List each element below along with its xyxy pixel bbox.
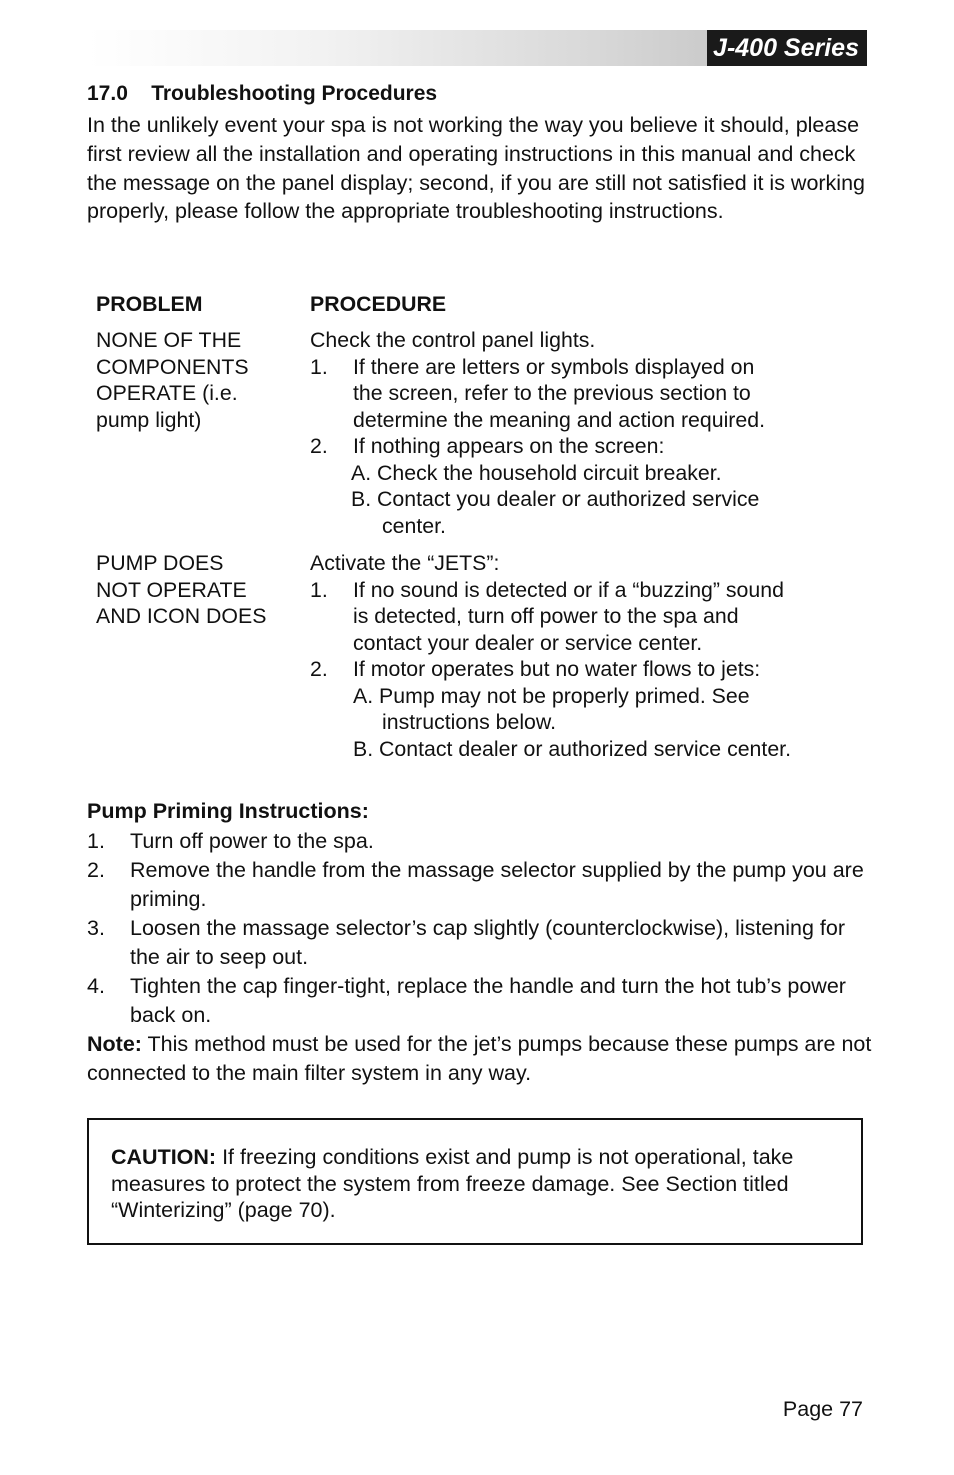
- page-number: Page 77: [782, 1397, 863, 1421]
- substep-line: B. Contact dealer or authorized service center.: [353, 736, 792, 761]
- section-number: 17.0: [87, 82, 128, 105]
- step-number: 1.: [310, 577, 328, 602]
- problem-cell: [96, 327, 249, 433]
- problem-line: NOT OPERATE: [96, 577, 247, 602]
- step-line: the screen, refer to the previous section to: [353, 381, 751, 405]
- section-heading: [87, 82, 437, 106]
- step-number: 4.: [87, 974, 105, 998]
- step-number: 1.: [310, 354, 328, 379]
- problem-cell: [96, 550, 266, 630]
- substep-line: instructions below.: [382, 710, 557, 734]
- step-text: Tighten the cap finger-tight, replace the handle and turn the hot tub’s power back on.: [130, 974, 846, 1027]
- procedure-cell: [310, 550, 870, 770]
- problem-line: NONE OF THE: [96, 328, 242, 352]
- procedure-intro: Activate the “JETS”:: [310, 551, 500, 575]
- header-bar: [88, 30, 867, 66]
- step-number: 2.: [310, 434, 328, 458]
- list-item: [87, 972, 877, 1030]
- problem-line: pump light): [96, 407, 202, 432]
- list-item: [87, 914, 877, 972]
- substep-line: B. Contact you dealer or authorized service: [351, 487, 760, 511]
- step-text: Loosen the massage selector’s cap slightly (counterclockwise), listening for the air to seep out.: [130, 916, 846, 969]
- priming-title: Pump Priming Instructions:: [87, 799, 369, 823]
- caution-box: [87, 1118, 863, 1245]
- step-text: Remove the handle from the massage selector supplied by the pump you are priming.: [130, 858, 864, 911]
- priming-note: [87, 1030, 877, 1088]
- series-label: J-400 Series: [707, 30, 867, 66]
- problem-line: COMPONENTS: [96, 354, 249, 379]
- step-line: determine the meaning and action required.: [353, 407, 766, 432]
- step-line: is detected, turn off power to the spa and: [353, 604, 739, 628]
- step-text: Turn off power to the spa.: [130, 829, 374, 853]
- procedure-intro: Check the control panel lights.: [310, 328, 596, 352]
- step-number: 2.: [310, 657, 328, 681]
- step-line: If nothing appears on the screen:: [353, 434, 665, 458]
- col-header-problem: PROBLEM: [96, 292, 203, 316]
- substep-line: A. Check the household circuit breaker.: [351, 460, 722, 485]
- caution-text: If freezing conditions exist and pump is not operational, take measures to protect the system from freeze damage. See Section titled “Winterizing” (page 70).: [111, 1145, 794, 1222]
- col-header-procedure: PROCEDURE: [310, 292, 447, 316]
- caution-text-block: [111, 1144, 841, 1224]
- step-line: contact your dealer or service center.: [353, 630, 703, 655]
- list-item: [87, 856, 877, 914]
- section-intro: In the unlikely event your spa is not working the way you believe it should, please first review all the installation and operating instructions in this manual and check the message on the panel display; second, if you are still not satisfied it is working properly, please follow the appropriate troubleshooting instructions.: [87, 113, 865, 224]
- step-line: If there are letters or symbols displayed on: [353, 354, 755, 379]
- caution-label: CAUTION:: [111, 1145, 217, 1169]
- note-text: This method must be used for the jet’s pumps because these pumps are not connected to the main filter system in any way.: [87, 1032, 872, 1085]
- step-number: 3.: [87, 916, 105, 940]
- substep-line: A. Pump may not be properly primed. See: [353, 683, 750, 708]
- substep-line: center.: [382, 513, 446, 538]
- step-number: 2.: [87, 858, 105, 882]
- problem-line: AND ICON DOES: [96, 604, 267, 628]
- section-title: Troubleshooting Procedures: [151, 82, 438, 105]
- list-item: [87, 827, 877, 856]
- procedure-cell: [310, 327, 870, 547]
- step-line: If motor operates but no water flows to jets:: [353, 657, 761, 681]
- problem-line: OPERATE (i.e.: [96, 381, 238, 405]
- step-line: If no sound is detected or if a “buzzing” sound: [353, 577, 784, 602]
- step-number: 1.: [87, 829, 105, 853]
- note-label: Note:: [87, 1032, 142, 1056]
- problem-line: PUMP DOES: [96, 551, 224, 575]
